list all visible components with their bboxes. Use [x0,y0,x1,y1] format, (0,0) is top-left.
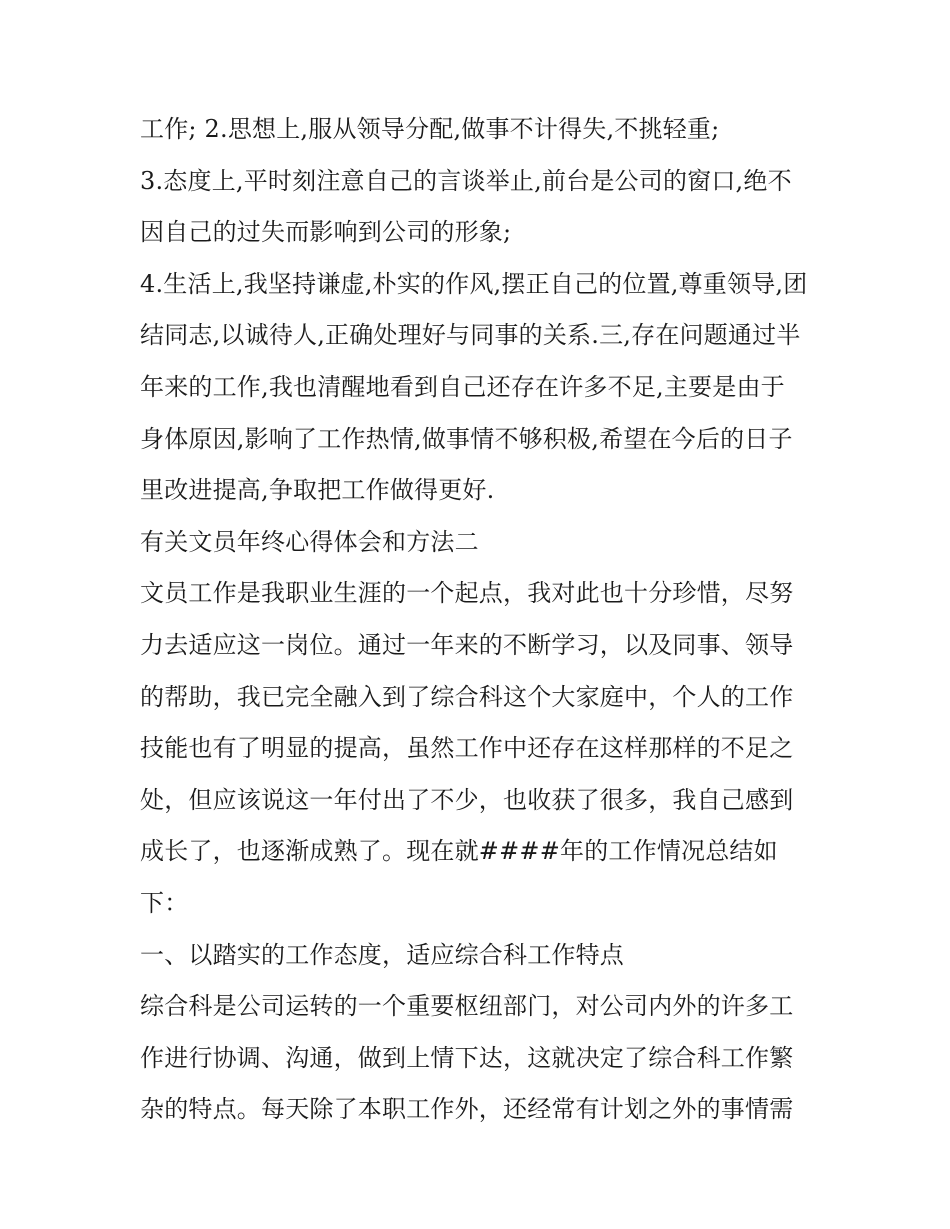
text-line: 年来的工作,我也清醒地看到自己还存在许多不足,主要是由于 [140,372,785,401]
text-line: 因自己的过失而影响到公司的形象; [140,218,512,247]
text-line: 力去适应这一岗位。通过一年来的不断学习，以及同事、领导 [140,630,794,659]
text-line: 身体原因,影响了工作热情,做事情不够积极,希望在今后的日子 [140,424,793,453]
text-line: 处，但应该说这一年付出了不少，也收获了很多，我自己感到 [140,785,794,814]
text-line: 杂的特点。每天除了本职工作外，还经常有计划之外的事情需 [140,1095,794,1124]
section-heading: 一、以踏实的工作态度，适应综合科工作特点 [140,940,624,969]
text-line: 3.态度上,平时刻注意自己的言谈举止,前台是公司的窗口,绝不 [140,166,792,195]
text-line: 成长了，也逐渐成熟了。现在就####年的工作情况总结如 [140,837,778,866]
text-line: 的帮助，我已完全融入到了综合科这个大家庭中，个人的工作 [140,682,794,711]
text-line: 技能也有了明显的提高，虽然工作中还存在这样那样的不足之 [140,734,794,763]
text-line: 下： [140,888,189,917]
document-body [140,104,820,1136]
text-line: 结同志,以诚待人,正确处理好与同事的关系.三,存在问题通过半 [140,321,801,350]
text-line: 4.生活上,我坚持谦虚,朴实的作风,摆正自己的位置,尊重领导,团 [140,269,808,298]
text-line: 综合科是公司运转的一个重要枢纽部门，对公司内外的许多工 [140,992,794,1021]
text-line: 里改进提高,争取把工作做得更好. [140,476,495,505]
text-line: 作进行协调、沟通，做到上情下达，这就决定了综合科工作繁 [140,1043,794,1072]
section-heading: 有关文员年终心得体会和方法二 [140,527,479,556]
text-line: 工作; 2.思想上,服从领导分配,做事不计得失,不挑轻重; [140,115,720,143]
text-line: 文员工作是我职业生涯的一个起点，我对此也十分珍惜，尽努 [140,579,794,608]
